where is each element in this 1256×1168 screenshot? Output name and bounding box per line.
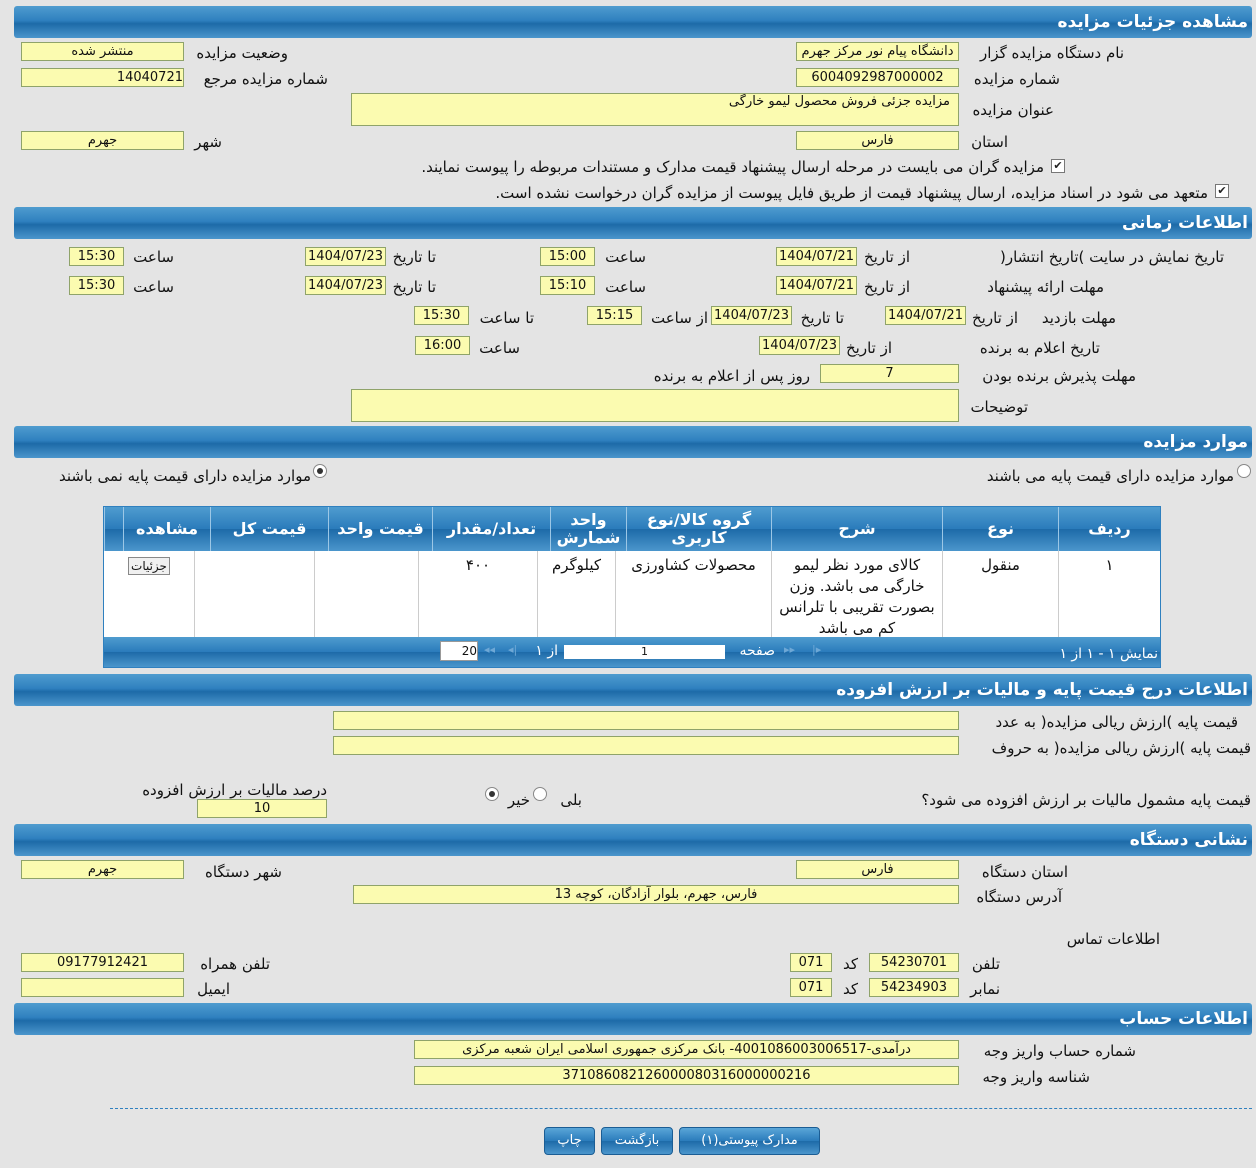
desc-label: توضیحات xyxy=(970,398,1028,416)
address-section-header: نشانی دستگاه xyxy=(14,824,1252,856)
title-label: عنوان مزایده xyxy=(972,101,1054,119)
display-from-field[interactable]: 1404/07/21 xyxy=(776,247,857,266)
col-extra xyxy=(104,507,123,551)
cell-group: محصولات کشاورزی xyxy=(615,551,771,637)
back-button[interactable]: بازگشت xyxy=(601,1127,673,1155)
account-section-header: اطلاعات حساب xyxy=(14,1003,1252,1035)
offer-to-label: تا تاریخ xyxy=(392,278,436,296)
price-word-label: قیمت پایه )ارزش ریالی مزایده( به حروف xyxy=(991,739,1251,757)
visit-to-hour-label: تا ساعت xyxy=(479,309,534,327)
province-label: استان xyxy=(971,133,1008,151)
org-label: نام دستگاه مزایده گزار xyxy=(979,44,1124,62)
vat-percent-label: درصد مالیات بر ارزش افزوده xyxy=(142,781,327,799)
display-date-label: تاریخ نمایش در سایت )تاریخ انتشار( xyxy=(1000,248,1224,266)
fax-field[interactable]: 54234903 xyxy=(869,978,959,997)
city-label: شهر xyxy=(194,133,222,151)
has-base-price-radio[interactable] xyxy=(1237,464,1251,478)
pager-page-input[interactable]: 1 xyxy=(564,645,725,659)
offer-from-hour-label: ساعت xyxy=(605,278,646,296)
page-size-select[interactable]: 20 xyxy=(440,641,478,661)
cell-qty: ۴۰۰ xyxy=(418,551,537,637)
status-label: وضعیت مزایده xyxy=(196,44,288,62)
account-label: شماره حساب واریز وجه xyxy=(983,1042,1136,1060)
phone-field[interactable]: 54230701 xyxy=(869,953,959,972)
fax-code-label: کد xyxy=(842,980,858,998)
cell-unit-price xyxy=(314,551,418,637)
pager-of-label: از ۱ xyxy=(535,643,558,659)
phone-label: تلفن xyxy=(971,955,1000,973)
winner-label: تاریخ اعلام به برنده xyxy=(979,339,1100,357)
cell-total xyxy=(194,551,314,637)
accept-label: مهلت پذیرش برنده بودن xyxy=(982,367,1136,385)
offer-from-label: از تاریخ xyxy=(863,278,910,296)
commit-checkbox[interactable]: ✔ xyxy=(1215,184,1229,198)
status-field[interactable]: منتشر شده xyxy=(21,42,184,61)
winner-hour-label: ساعت xyxy=(479,339,520,357)
display-to-field[interactable]: 1404/07/23 xyxy=(305,247,386,266)
attach-docs-text: مزایده گران می بایست در مرحله ارسال پیشنهاد قیمت مدارک و مستندات مربوطه را پیوست نمایند. xyxy=(421,158,1044,176)
col-desc[interactable]: شرح xyxy=(771,507,942,551)
pager-showing: نمایش ۱ - ۱ از ۱ xyxy=(1059,646,1158,662)
addr-field[interactable]: فارس، جهرم، بلوار آزادگان، کوچه 13 xyxy=(353,885,959,904)
display-to-hour-label: ساعت xyxy=(133,248,174,266)
account-field[interactable]: درآمدی-4001086003006517- بانک مرکزی جمهوری اسلامی ایران شعبه مرکزی xyxy=(414,1040,959,1059)
display-from-hour-field[interactable]: 15:00 xyxy=(540,247,595,266)
page-title: مشاهده جزئیات مزایده xyxy=(14,6,1252,38)
offer-from-hour-field[interactable]: 15:10 xyxy=(540,276,595,295)
accept-field[interactable]: 7 xyxy=(820,364,959,383)
visit-from-hour-label: از ساعت xyxy=(651,309,708,327)
attach-docs-checkbox[interactable]: ✔ xyxy=(1051,159,1065,173)
time-section-header: اطلاعات زمانی xyxy=(14,207,1252,239)
offer-label: مهلت ارائه پیشنهاد xyxy=(987,278,1104,296)
vat-no-radio[interactable] xyxy=(485,787,499,801)
number-field[interactable]: 6004092987000002 xyxy=(796,68,959,87)
winner-from-field[interactable]: 1404/07/23 xyxy=(759,336,840,355)
has-base-price-label: موارد مزایده دارای قیمت پایه می باشند xyxy=(986,467,1234,485)
offer-to-field[interactable]: 1404/07/23 xyxy=(305,276,386,295)
title-field[interactable]: مزایده جزئی فروش محصول لیمو خارگی xyxy=(351,93,959,126)
fax-code-field[interactable]: 071 xyxy=(790,978,832,997)
email-field[interactable] xyxy=(21,978,184,997)
price-num-label: قیمت پایه )ارزش ریالی مزایده( به عدد xyxy=(995,713,1238,731)
last-page-icon[interactable]: |◂ xyxy=(508,643,518,656)
cell-row: ۱ xyxy=(1058,551,1160,637)
addr-province-field[interactable]: فارس xyxy=(796,860,959,879)
offer-to-hour-label: ساعت xyxy=(133,278,174,296)
col-row[interactable]: ردیف xyxy=(1058,507,1160,551)
org-field[interactable]: دانشگاه پیام نور مرکز جهرم xyxy=(796,42,959,61)
phone-code-field[interactable]: 071 xyxy=(790,953,832,972)
addr-label: آدرس دستگاه xyxy=(976,888,1062,906)
phone-code-label: کد xyxy=(842,955,858,973)
winner-from-label: از تاریخ xyxy=(845,339,892,357)
display-to-hour-field[interactable]: 15:30 xyxy=(69,247,124,266)
col-total[interactable]: قیمت کل xyxy=(210,507,328,551)
visit-to-label: تا تاریخ xyxy=(800,309,844,327)
ref-field[interactable]: 14040721 xyxy=(21,68,184,87)
first-page-icon[interactable]: ▸▸ xyxy=(784,643,796,656)
price-word-field[interactable] xyxy=(333,736,959,755)
visit-label: مهلت بازدید xyxy=(1041,309,1116,327)
vat-no-label: خیر xyxy=(507,791,530,809)
col-unit-price[interactable]: قیمت واحد xyxy=(328,507,432,551)
offer-from-field[interactable]: 1404/07/21 xyxy=(776,276,857,295)
fax-label: نمابر xyxy=(970,980,1000,998)
cell-unit: کیلوگرم xyxy=(537,551,615,637)
items-section-header: موارد مزایده xyxy=(14,426,1252,458)
visit-to-hour-field[interactable]: 15:30 xyxy=(414,306,469,325)
pay-id-field[interactable]: 371086082126000080316000000216 xyxy=(414,1066,959,1085)
email-label: ایمیل xyxy=(197,980,230,998)
display-from-hour-label: ساعت xyxy=(605,248,646,266)
pager-page-label: صفحه xyxy=(739,643,775,659)
table-pager xyxy=(104,637,1160,667)
winner-hour-field[interactable]: 16:00 xyxy=(415,336,470,355)
display-to-label: تا تاریخ xyxy=(392,248,436,266)
visit-from-hour-field[interactable]: 15:15 xyxy=(587,306,642,325)
visit-from-field[interactable]: 1404/07/21 xyxy=(885,306,966,325)
vat-percent-field[interactable]: 10 xyxy=(197,799,327,818)
cell-desc: کالای مورد نظر لیمو خارگی می باشد. وزن بصورت تقریبی با تلرانس کم می باشد xyxy=(771,551,942,637)
col-group[interactable]: گروه کالا/نوع کاربری xyxy=(626,507,771,551)
visit-to-field[interactable]: 1404/07/23 xyxy=(711,306,792,325)
number-label: شماره مزایده xyxy=(973,70,1060,88)
price-num-field[interactable] xyxy=(333,711,959,730)
details-button[interactable]: جزئیات xyxy=(128,557,170,575)
vat-question: قیمت پایه مشمول مالیات بر ارزش افزوده می شود؟ xyxy=(921,791,1251,809)
desc-field[interactable] xyxy=(351,389,959,422)
cell-type: منقول xyxy=(942,551,1058,637)
no-base-price-radio[interactable] xyxy=(313,464,327,478)
addr-province-label: استان دستگاه xyxy=(981,863,1068,881)
col-qty[interactable]: تعداد/مقدار xyxy=(432,507,550,551)
next-page-icon[interactable]: ◂◂ xyxy=(484,643,496,656)
city-field[interactable]: جهرم xyxy=(21,131,184,150)
addr-city-label: شهر دستگاه xyxy=(204,863,282,881)
contact-title: اطلاعات تماس xyxy=(1066,930,1160,948)
col-type[interactable]: نوع xyxy=(942,507,1058,551)
commit-text: متعهد می شود در اسناد مزایده، ارسال پیشنهاد قیمت از طریق فایل پیوست از مزایده گران درخواست نشده است. xyxy=(495,184,1208,202)
offer-to-hour-field[interactable]: 15:30 xyxy=(69,276,124,295)
province-field[interactable]: فارس xyxy=(796,131,959,150)
vat-yes-label: بلی xyxy=(560,791,582,809)
print-button[interactable]: چاپ xyxy=(544,1127,595,1155)
ref-label: شماره مزایده مرجع xyxy=(203,70,328,88)
vat-yes-radio[interactable] xyxy=(533,787,547,801)
col-view[interactable]: مشاهده xyxy=(123,507,210,551)
prev-page-icon[interactable]: ▸| xyxy=(812,643,822,656)
addr-city-field[interactable]: جهرم xyxy=(21,860,184,879)
accept-suffix: روز پس از اعلام به برنده xyxy=(653,367,810,385)
price-section-header: اطلاعات درج قیمت پایه و مالیات بر ارزش افزوده xyxy=(14,674,1252,706)
cell-view xyxy=(104,551,194,637)
divider xyxy=(110,1108,1252,1109)
items-table xyxy=(103,506,1161,668)
display-from-label: از تاریخ xyxy=(863,248,910,266)
attachments-button[interactable]: مدارک پیوستی(۱) xyxy=(679,1127,820,1155)
visit-from-label: از تاریخ xyxy=(971,309,1018,327)
pay-id-label: شناسه واریز وجه xyxy=(982,1068,1090,1086)
no-base-price-label: موارد مزایده دارای قیمت پایه نمی باشند xyxy=(59,467,311,485)
mobile-label: تلفن همراه xyxy=(200,955,270,973)
table-header xyxy=(104,507,1160,551)
mobile-field[interactable]: 09177912421 xyxy=(21,953,184,972)
col-unit[interactable]: واحد شمارش xyxy=(550,507,626,551)
